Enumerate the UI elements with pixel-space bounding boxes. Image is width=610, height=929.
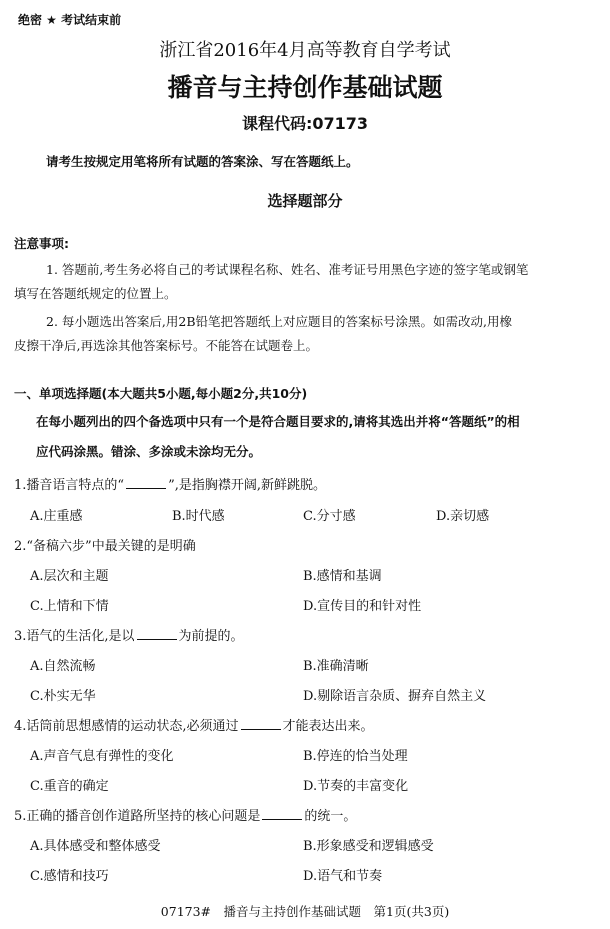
option-a: A.具体感受和整体感受 (30, 839, 161, 854)
part-description: 在每小题列出的四个备选项中只有一个是符合题目要求的,请将其选出并将“答题纸”的相 (36, 414, 520, 429)
question-2: 2.“备稿六步”中最关键的是明确 (14, 539, 196, 554)
question-3 (14, 625, 244, 644)
question-text: 5.正确的播音创作道路所坚持的核心问题是 (14, 809, 261, 824)
option-a: A.声音气息有弹性的变化 (30, 749, 174, 764)
section-title: 选择题部分 (267, 192, 343, 210)
option-a: A.庄重感 (30, 509, 83, 524)
option-a: A.自然流畅 (30, 659, 96, 674)
option-a: A.层次和主题 (30, 569, 109, 584)
question-text: 1.播音语言特点的“ (14, 478, 125, 493)
option-b: B.时代感 (172, 509, 225, 524)
question-1 (14, 474, 326, 493)
question-text: 4.话筒前思想感情的运动状态,必须通过 (14, 719, 239, 734)
option-d: D.剔除语言杂质、摒弃自然主义 (303, 689, 487, 704)
option-d: D.亲切感 (436, 509, 490, 524)
answer-blank (241, 717, 281, 730)
note-line: 填写在答题纸规定的位置上。 (14, 286, 177, 301)
answer-blank (137, 627, 177, 640)
option-b: B.形象感受和逻辑感受 (303, 839, 434, 854)
note-line: 皮擦干净后,再选涂其他答案标号。不能答在试题卷上。 (14, 338, 318, 353)
option-c: C.重音的确定 (30, 779, 109, 794)
confidential-label: 绝密 ★ 考试结束前 (18, 13, 122, 27)
note-line: 2. 每小题选出答案后,用2B铅笔把答题纸上对应题目的答案标号涂黑。如需改动,用橡 (46, 314, 512, 329)
course-code: 课程代码:07173 (241, 114, 369, 133)
answer-blank (126, 476, 166, 489)
option-c: C.上情和下情 (30, 599, 109, 614)
part-heading: 一、单项选择题(本大题共5小题,每小题2分,共10分) (14, 386, 308, 401)
option-c: C.朴实无华 (30, 689, 96, 704)
page-footer: 07173# 播音与主持创作基础试题 第1页(共3页) (160, 904, 450, 919)
note-line: 1. 答题前,考生务必将自己的考试课程名称、姓名、准考证号用黑色字迹的签字笔或钢笔 (46, 262, 529, 277)
question-4 (14, 715, 374, 734)
question-text: ”,是指胸襟开阔,新鲜跳脱。 (168, 478, 326, 493)
answer-blank (262, 807, 302, 820)
notes-heading: 注意事项: (14, 236, 69, 251)
answer-instruction: 请考生按规定用笔将所有试题的答案涂、写在答题纸上。 (46, 154, 359, 169)
question-text: 才能表达出来。 (282, 719, 374, 734)
option-c: C.分寸感 (303, 509, 356, 524)
question-text: 3.语气的生活化,是以 (14, 629, 135, 644)
option-d: D.语气和节奏 (303, 869, 383, 884)
option-d: D.节奏的丰富变化 (303, 779, 409, 794)
option-d: D.宣传目的和针对性 (303, 599, 422, 614)
question-text: 为前提的。 (178, 629, 244, 644)
paper-title: 播音与主持创作基础试题 (167, 73, 443, 102)
option-b: B.准确清晰 (303, 659, 369, 674)
option-c: C.感情和技巧 (30, 869, 109, 884)
question-5 (14, 805, 356, 824)
option-b: B.感情和基调 (303, 569, 382, 584)
part-description: 应代码涂黑。错涂、多涂或未涂均无分。 (36, 444, 262, 459)
exam-title: 浙江省2016年4月高等教育自学考试 (159, 40, 451, 61)
question-text: 的统一。 (304, 809, 357, 824)
option-b: B.停连的恰当处理 (303, 749, 408, 764)
